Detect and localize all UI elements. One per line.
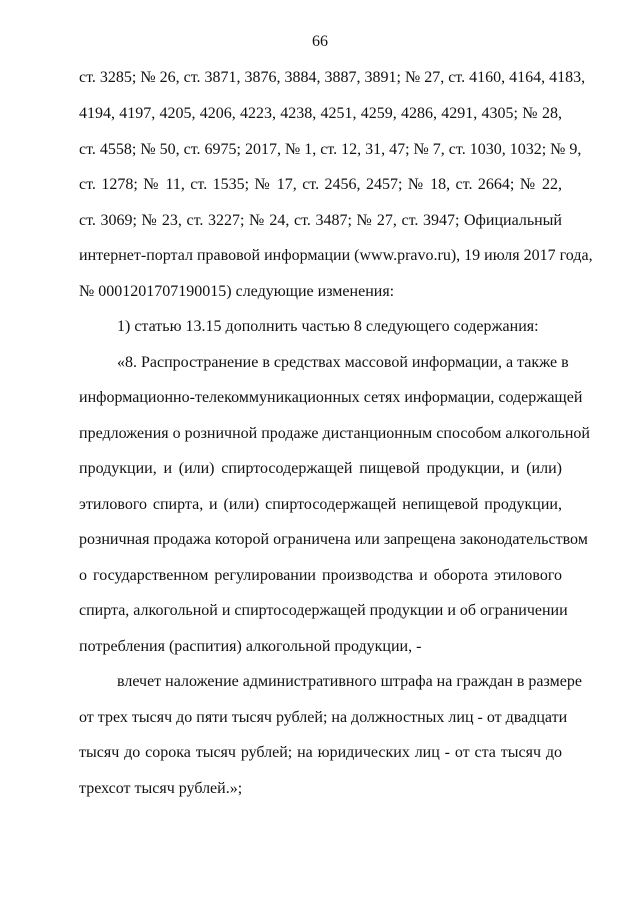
page-number: 66 [312,33,328,50]
text-line: интернет-портал правовой информации (www.pravo.ru), 19 июля 2017 года, [79,247,593,264]
quote-line: продукции, и (или) спиртосодержащей пищевой продукции, и (или) [79,460,562,477]
text-line: ст. 4558; № 50, ст. 6975; 2017, № 1, ст. 12, 31, 47; № 7, ст. 1030, 1032; № 9, [79,141,582,158]
sanction-line: влечет наложение административного штрафа на граждан в размере [117,673,582,690]
sanction-line: трехсот тысяч рублей.»; [79,780,243,797]
quote-line: этилового спирта, и (или) спиртосодержащей непищевой продукции, [79,496,562,513]
quote-line: потребления (распития) алкогольной продукции, - [79,638,422,655]
text-line: ст. 3285; № 26, ст. 3871, 3876, 3884, 3887, 3891; № 27, ст. 4160, 4164, 4183, [79,69,586,86]
quote-line: информационно-телекоммуникационных сетях информации, содержащей [79,389,583,406]
sanction-line: тысяч до сорока тысяч рублей; на юридических лиц - от ста тысяч до [79,744,562,761]
text-line: ст. 1278; № 11, ст. 1535; № 17, ст. 2456, 2457; № 18, ст. 2664; № 22, [79,176,562,193]
text-line: ст. 3069; № 23, ст. 3227; № 24, ст. 3487; № 27, ст. 3947; Официальный [79,212,562,229]
quote-line: розничная продажа которой ограничена или запрещена законодательством [79,531,588,548]
text-line: 4194, 4197, 4205, 4206, 4223, 4238, 4251, 4259, 4286, 4291, 4305; № 28, [79,105,562,122]
quote-line: «8. Распространение в средствах массовой информации, а также в [117,354,569,371]
text-line: № 0001201707190015) следующие изменения: [79,283,395,300]
quote-line: предложения о розничной продаже дистанционным способом алкогольной [79,425,590,442]
paragraph-line: 1) статью 13.15 дополнить частью 8 следующего содержания: [117,318,539,335]
quote-line: спирта, алкогольной и спиртосодержащей продукции и об ограничении [79,602,568,619]
quote-line: о государственном регулировании производства и оборота этилового [79,567,562,584]
sanction-line: от трех тысяч до пяти тысяч рублей; на должностных лиц - от двадцати [79,709,568,726]
